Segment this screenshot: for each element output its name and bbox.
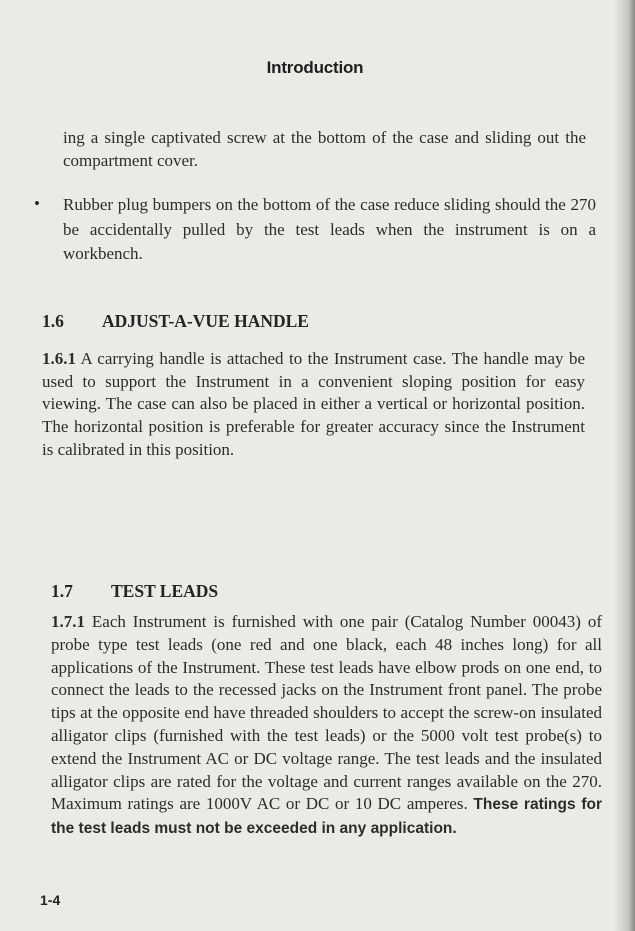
section-heading-1-6 [42, 311, 309, 332]
section-title: TEST LEADS [111, 581, 219, 601]
bullet-text: Rubber plug bumpers on the bottom of the case reduce sliding should the 270 be accidentally pulled by the test leads when the instrument is on a workbench. [63, 195, 596, 263]
paragraph-1-7-1 [51, 611, 602, 841]
warning-text: These ratings for the test leads must not be exceeded in any application. [51, 796, 603, 838]
page-edge-shadow [613, 0, 635, 931]
bullet-icon: • [34, 194, 40, 213]
subsection-number: 1.7.1 [51, 612, 85, 631]
page-number: 1-4 [40, 892, 61, 908]
section-title: ADJUST-A-VUE HANDLE [102, 311, 309, 331]
paragraph-body: A carrying handle is attached to the Instrument case. The handle may be used to support the Instrument in a convenient sloping position for easy viewing. The case can also be placed in either a vertical or horizontal position. The horizontal position is preferable for greater accuracy since the Instrument is calibrated in this position. [42, 349, 586, 459]
running-head: Introduction [266, 58, 364, 77]
section-number: 1.7 [51, 581, 73, 601]
section-number: 1.6 [42, 311, 64, 331]
section-heading-1-7 [51, 581, 218, 602]
continued-paragraph: ing a single captivated screw at the bottom of the case and sliding out the compartment cover. [63, 128, 586, 170]
paragraph-1-6-1 [42, 348, 585, 462]
paragraph-body: Each Instrument is furnished with one pair (Catalog Number 00043) of probe type test leads (one red and one black, each 48 inches long) for all applications of the Instrument. These test leads have elbow prods on one end, to connect the leads to the recessed jacks on the Instrument front panel. The probe tips at the opposite end have threaded shoulders to accept the screw-on insulated alligator clips (furnished with the test leads) or the 5000 volt test probe(s) to extend the Instrument AC or DC voltage range. The test leads and the insulated alligator clips are rated for the voltage and current ranges available on the 270. Maximum ratings are 1000V AC or DC or 10 DC amperes. [51, 612, 603, 814]
subsection-number: 1.6.1 [42, 349, 76, 368]
